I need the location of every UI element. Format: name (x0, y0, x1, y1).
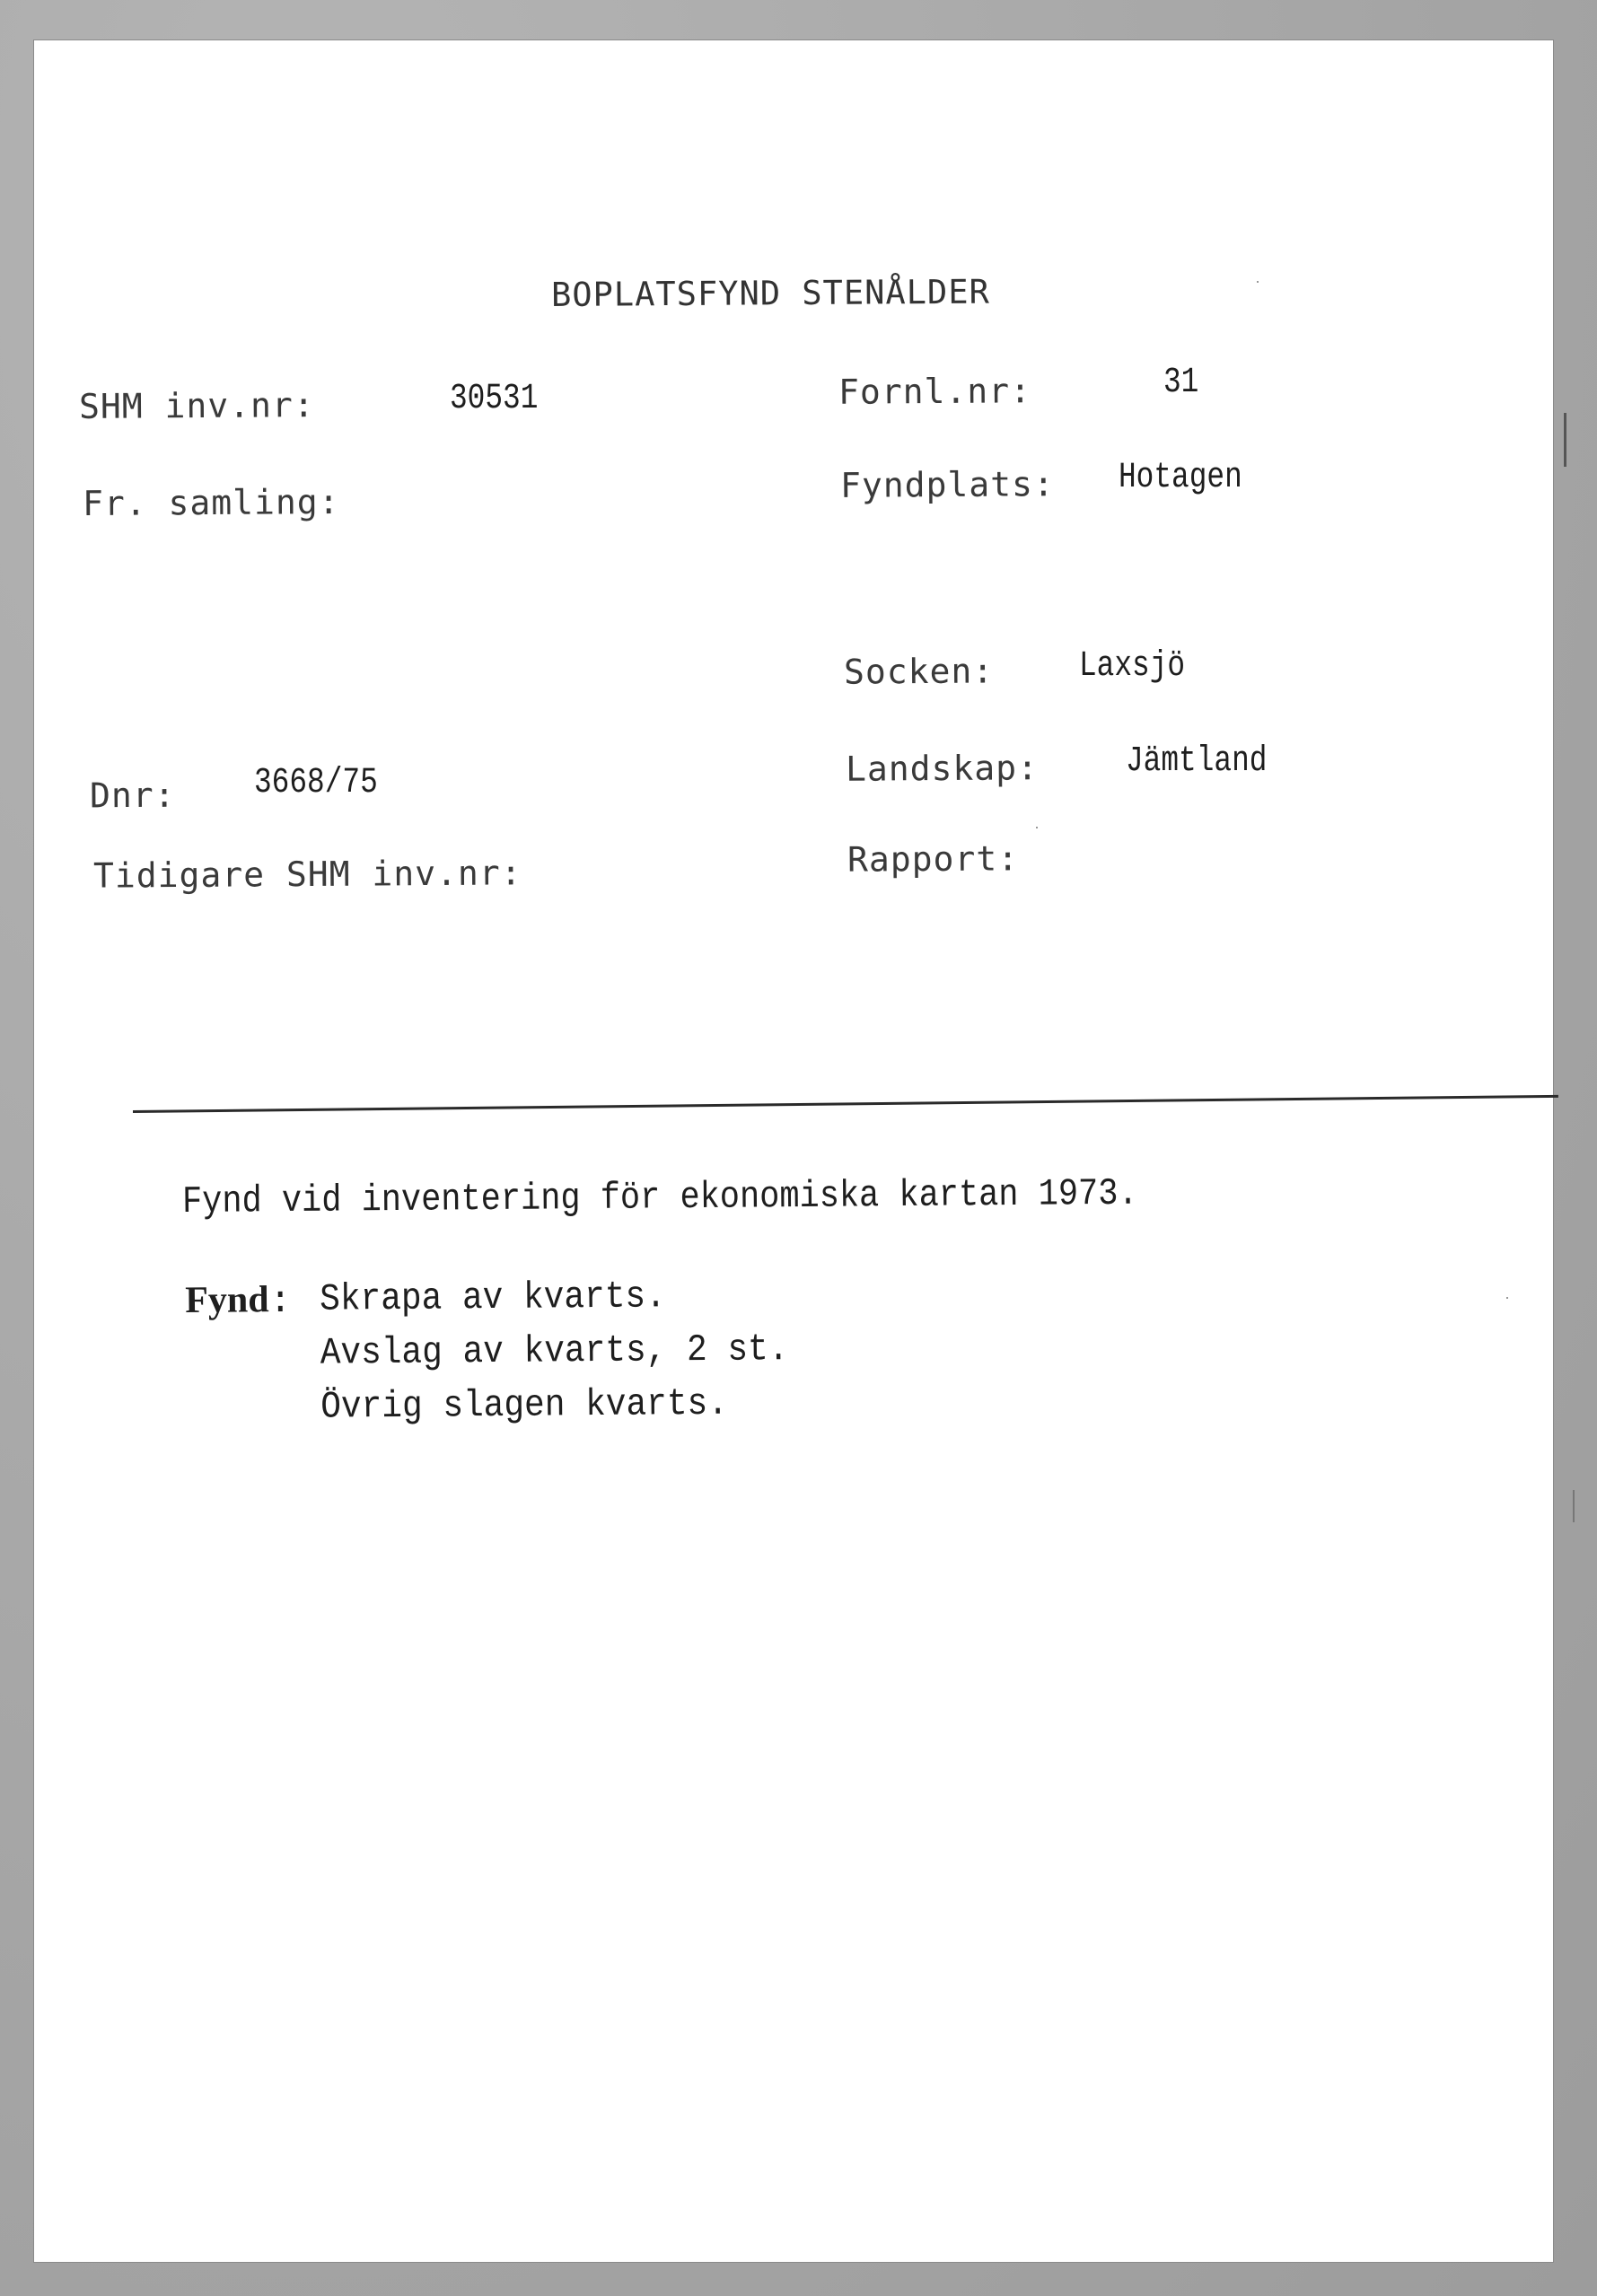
find-item: Skrapa av kvarts. (319, 1275, 667, 1321)
landskap-label: Landskap: (845, 748, 1040, 789)
shm-inv-nr-label: SHM inv.nr: (78, 385, 315, 426)
find-note: Fynd vid inventering för ekonomiska kartan 1973. (181, 1171, 1138, 1223)
socken-label: Socken: (843, 651, 995, 692)
fornl-nr-label: Fornl.nr: (838, 371, 1032, 412)
socken-value: Laxsjö (1079, 646, 1186, 687)
find-item: Avslag av kvarts, 2 st. (320, 1328, 789, 1375)
scan-speck (1257, 281, 1259, 283)
divider-line (133, 1095, 1558, 1113)
scan-speck (1506, 1297, 1508, 1299)
fornl-nr-value: 31 (1163, 363, 1199, 403)
fyndplats-value: Hotagen (1119, 458, 1242, 498)
dnr-value: 3668/75 (254, 763, 378, 803)
scan-edge-mark (1564, 413, 1566, 467)
dnr-label: Dnr: (89, 775, 176, 816)
catalog-card (34, 40, 1553, 2262)
scan-speck (1036, 827, 1038, 828)
fr-samling-label: Fr. samling: (82, 482, 340, 523)
finds-label (185, 1278, 292, 1324)
finds-list (320, 1274, 841, 1440)
scan-edge-mark (1573, 1490, 1575, 1522)
fyndplats-label: Fyndplats: (839, 464, 1055, 505)
landskap-value: Jämtland (1126, 741, 1268, 782)
find-item: Övrig slagen kvarts. (320, 1381, 729, 1429)
finds-label-text: Fynd (185, 1279, 269, 1321)
finds-label-colon: : (268, 1279, 293, 1324)
rapport-label: Rapport: (847, 838, 1020, 880)
shm-inv-nr-value: 30531 (450, 379, 539, 419)
tidigare-shm-inv-nr-label: Tidigare SHM inv.nr: (92, 853, 522, 896)
card-title: BOPLATSFYND STENÅLDER (550, 272, 990, 314)
